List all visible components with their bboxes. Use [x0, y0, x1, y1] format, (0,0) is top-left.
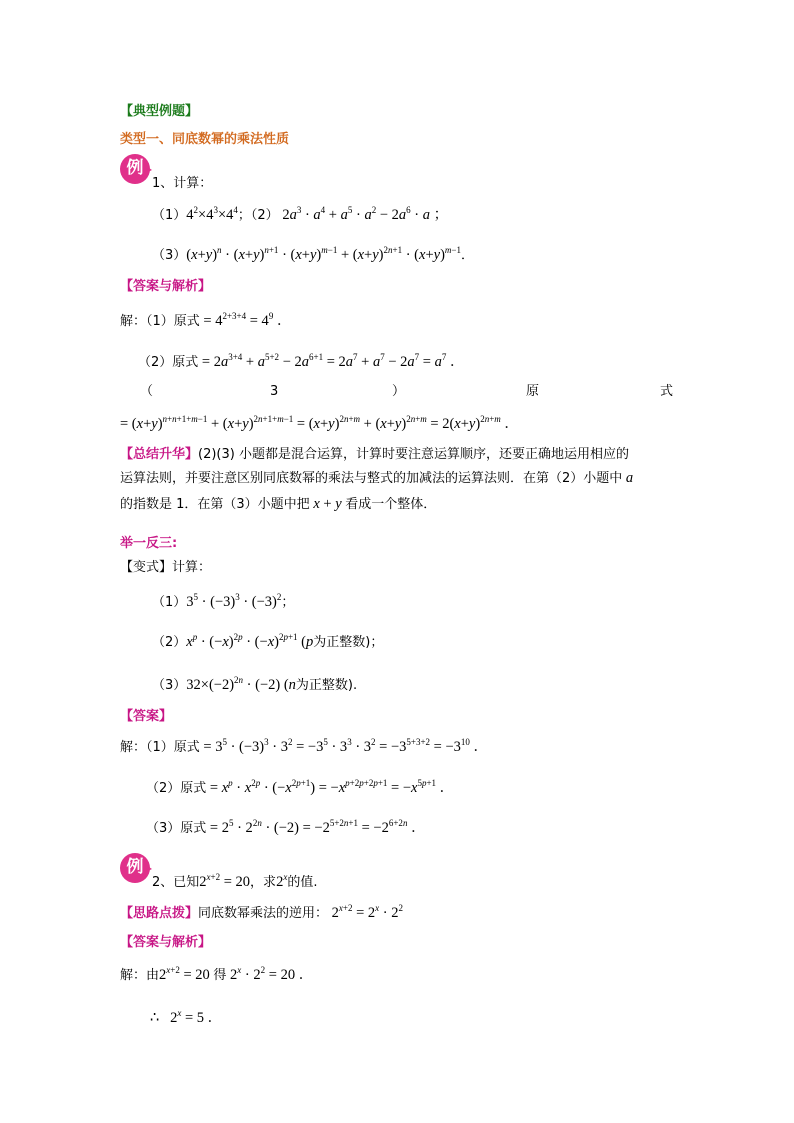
summary-line3: 的指数是 1．在第（3）小题中把 x + y 看成一个整体． [120, 496, 437, 512]
sol2-line3: （3）原式 = $2^5 \cdot 2^{2n} \cdot (-2) = -2^{5+2n+1} = -2^{6+2n}$ ． [146, 818, 426, 836]
sol2-line2: （2）原式 = $x^p \cdot x^{2p} \cdot (-x^{2p+1}) = -x^{p+2p+2p+1} = -x^{5p+1}$ ． [146, 778, 455, 796]
sol1-line1: 解：（1）原式 = $4^{2+3+4} = 4^9$ ． [120, 311, 292, 329]
summary-line2: 运算法则，并要注意区别同底数幂的乘法与整式的加减法的运算法则．在第（2）小题中 a [120, 470, 634, 486]
variant-part2: $(2)x^p \cdot (-x)^{2p} \cdot (-x)^{2p+1}$ (p为正整数)； [152, 632, 384, 650]
variant-part3: $(3)32\times(-2)^{2n} \cdot (-2)$ (n为正整数). [152, 675, 358, 693]
ex1-part3: $(3)(x+y)^n \cdot (x+y)^{n+1} \cdot (x+y)^{m-1} + (x+y)^{2n+1} \cdot (x+y)^{m-1}$． [152, 245, 475, 263]
example-badge-2: 例 [120, 853, 150, 883]
sol1-p3-close: ） [392, 384, 406, 399]
example-badge-1: 例 [120, 154, 150, 184]
sol1-p3-yuan: 原 [526, 384, 540, 399]
sol1-p3-shi: 式 [660, 384, 674, 399]
sol1-p3-open: （ [140, 384, 154, 399]
sol1-line3: = $(x+y)^{n+n+1+m-1} + (x+y)^{2n+1+m-1} = (x+y)^{2n+m} + (x+y)^{2n+m} = 2(x+y)^{2n+m}$ ． [120, 414, 519, 432]
sol1-p3-num: 3 [270, 384, 279, 399]
variant-part1: $(1)3^5 \cdot (-3)^3 \cdot (-3)^2$； [152, 592, 295, 610]
section-heading: 【典型例题】 [120, 104, 199, 119]
type1-heading: 类型一、同底数幂的乘法性质 [120, 132, 290, 147]
ex2-prompt: 2、已知$2^{x+2} = 20$，求2$^x$的值. [152, 872, 318, 890]
answer-analysis-label-1: 【答案与解析】 [120, 279, 212, 294]
sol1-line2: （2）原式 = $2a^{3+4} + a^{5+2} - 2a^{6+1} = 2a^7 + a^7 - 2a^7 = a^7$ ． [138, 352, 465, 370]
sol3-line1: 解：由$2^{x+2} = 20$ 得 $2^x \cdot 2^2 = 20$ ． [120, 965, 314, 983]
variant-prompt: 【变式】计算： [120, 560, 212, 575]
ex1-part1: $(1)4^2\times 4^3\times 4^4$；（2） $2a^3 \cdot a^4 + a^5 \cdot a^2 - 2a^6 \cdot a$ ； [152, 205, 449, 223]
sol3-line2: ∴ $2^x = 5$ ． [150, 1008, 223, 1026]
answer-analysis-label-2: 【答案与解析】 [120, 935, 212, 950]
variant-heading: 举一反三: [120, 536, 178, 551]
ex1-prompt: 1、计算： [152, 176, 213, 191]
hint-line: 【思路点拨】同底数幂乘法的逆用： $2^{x+2} = 2^x \cdot 2^2$ [120, 903, 404, 921]
summary-line1: 【总结升华】(2)(3) 小题都是混合运算，计算时要注意运算顺序，还要正确地运用相应的 [120, 447, 629, 462]
sol2-line1: 解：（1）原式 = $3^5 \cdot (-3)^3 \cdot 3^2 = -3^5 \cdot 3^3 \cdot 3^2 = -3^{5+3+2} = -3^{10}$ ． [120, 737, 489, 755]
answer-label: 【答案】 [120, 709, 173, 724]
